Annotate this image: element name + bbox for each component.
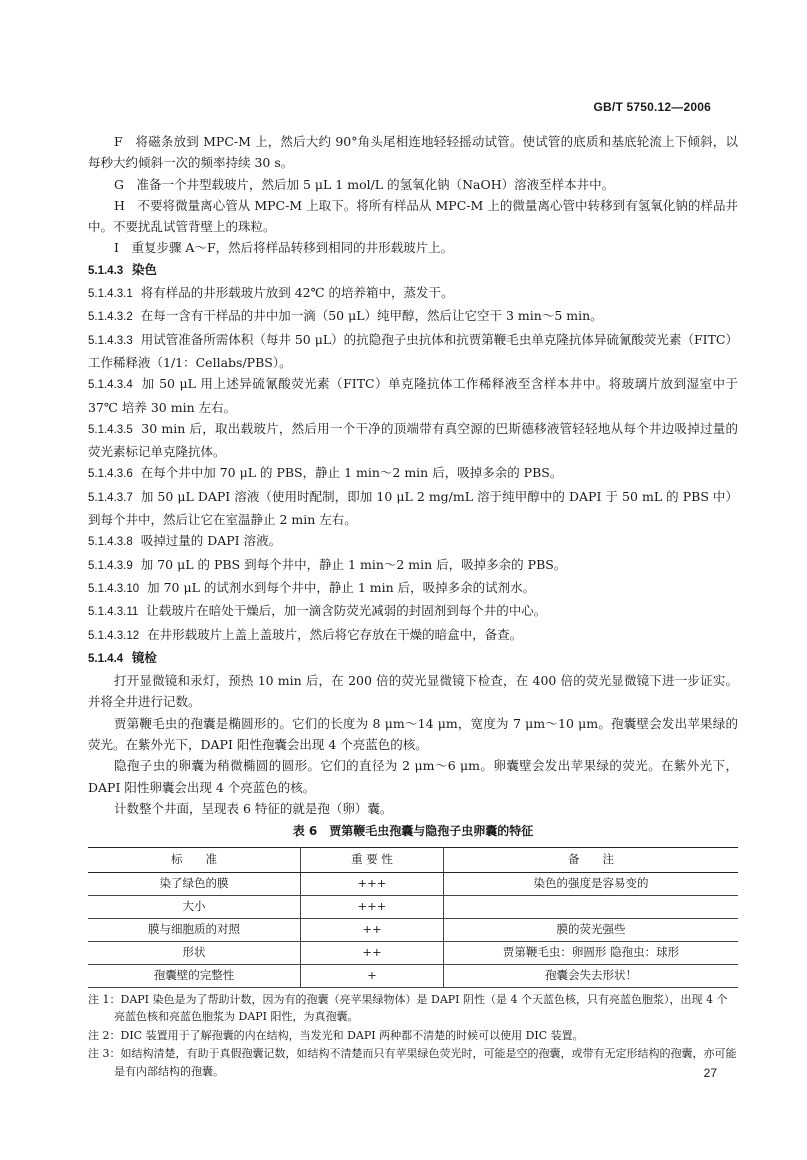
step-number: 5.1.4.3.5 [88, 423, 133, 436]
cell-remark: 孢囊会失去形状！ [444, 964, 739, 987]
cell-criterion: 染了绿色的膜 [88, 872, 301, 895]
step-text: 加 50 μL 用上述异硫氰酸荧光素（FITC）单克隆抗体工作稀释液至含样本井中。将玻璃片放到湿室中于 37℃ 培养 30 min 左右。 [88, 376, 738, 415]
step-number: 5.1.4.3.2 [88, 311, 133, 324]
step-item [88, 329, 738, 374]
table-note: 注 3：如结构清楚，有助于真假孢囊记数，如结构不清楚而只有苹果绿色荧光时，可能是空的孢囊，或带有无定形结构的孢囊，亦可能是有内部结构的孢囊。 [88, 1047, 737, 1078]
cell-remark: 膜的荧光强些 [444, 918, 739, 941]
paragraph-step-i: I 重复步骤 A～F，然后将样品转移到相同的井形载玻片上。 [114, 240, 454, 256]
step-number: 5.1.4.3.1 [88, 288, 133, 301]
step-text: 在井形载玻片上盖上盖玻片，然后将它存放在干燥的暗盒中，备查。 [147, 626, 523, 642]
cell-importance: ++ [301, 941, 444, 964]
step-text: 在每一含有干样品的井中加一滴（50 μL）纯甲醇，然后让它空干 3 min～5 min。 [140, 308, 603, 324]
section-title: 染色 [131, 261, 157, 277]
step-item [88, 373, 738, 418]
paragraph-cryptosporidium-description: 隐孢子虫的卵囊为稍微椭圆的圆形。它们的直径为 2 μm～6 μm。卵囊壁会发出苹果绿的荧光。在紫外光下，DAPI 阳性卵囊会出现 4 个亮蓝色的核。 [88, 758, 738, 795]
step-text: 加 70 μL 的 PBS 到每个井中，静止 1 min～2 min 后，吸掉多余的 PBS。 [140, 556, 567, 572]
step-text: 让载玻片在暗处干燥后，加一滴含防荧光减弱的封固剂到每个井的中心。 [146, 603, 547, 619]
column-header-criterion: 标 准 [88, 847, 301, 872]
paragraph-step-g: G 准备一个井型载玻片，然后加 5 μL 1 mol/L 的氢氧化钠（NaOH）溶液至样本井中。 [114, 176, 615, 192]
step-text: 用试管准备所需体积（每井 50 μL）的抗隐孢子虫抗体和抗贾第鞭毛虫单克隆抗体异硫氰酸荧光素（FITC）工作稀释液（1/1：Cellabs/PBS）。 [88, 331, 738, 370]
cell-remark: 染色的强度是容易变的 [444, 872, 739, 895]
characteristics-table [88, 847, 738, 988]
cell-criterion: 形状 [88, 941, 301, 964]
step-item [88, 624, 738, 647]
cell-remark [444, 895, 739, 918]
step-text: 将有样品的井形载玻片放到 42℃ 的培养箱中，蒸发干。 [140, 285, 454, 301]
step-text: 在每个井中加 70 μL 的 PBS，静止 1 min～2 min 后，吸掉多余的 PBS。 [140, 465, 563, 481]
standard-code: GB/T 5750.12—2006 [593, 100, 711, 114]
cell-remark: 贾第鞭毛虫：卵圆形 隐孢虫：球形 [444, 941, 739, 964]
section-heading-staining [88, 259, 738, 282]
cell-importance: +++ [301, 872, 444, 895]
step-text: 加 70 μL 的试剂水到每个井中，静止 1 min 后，吸掉多余的试剂水。 [147, 579, 536, 595]
table-notes [88, 991, 738, 1081]
cell-criterion: 孢囊壁的完整性 [88, 964, 301, 987]
step-number: 5.1.4.3.9 [88, 559, 133, 572]
document-body [88, 131, 738, 1081]
step-item [88, 530, 738, 553]
table-row [88, 895, 738, 918]
table-row [88, 872, 738, 895]
section-title: 镜检 [131, 649, 157, 665]
step-item [88, 600, 738, 623]
step-number: 5.1.4.3.10 [88, 582, 140, 595]
step-item [88, 418, 738, 463]
step-number: 5.1.4.3.8 [88, 536, 133, 549]
cell-importance: + [301, 964, 444, 987]
step-number: 5.1.4.3.12 [88, 629, 140, 642]
step-item [88, 486, 738, 531]
cell-criterion: 大小 [88, 895, 301, 918]
column-header-remark: 备 注 [444, 847, 739, 872]
paragraph-microscope-setup: 打开显微镜和汞灯，预热 10 min 后，在 200 倍的荧光显微镜下检查，在 400 倍的荧光显微镜下进一步证实。并将全井进行记数。 [88, 673, 738, 710]
step-number: 5.1.4.3.11 [88, 606, 139, 619]
step-number: 5.1.4.3.4 [88, 379, 133, 392]
step-item [88, 577, 738, 600]
page-number: 27 [703, 1066, 717, 1080]
step-number: 5.1.4.3.6 [88, 468, 133, 481]
paragraph-giardia-description: 贾第鞭毛虫的孢囊是椭圆形的。它们的长度为 8 μm～14 μm，宽度为 7 μm～10 μm。孢囊壁会发出苹果绿的荧光。在紫外光下，DAPI 阳性孢囊会出现 4 个亮蓝色的核。 [88, 715, 738, 753]
cell-importance: +++ [301, 895, 444, 918]
section-heading-microscopy [88, 647, 738, 670]
step-item [88, 462, 738, 485]
table-row [88, 941, 738, 964]
cell-criterion: 膜与细胞质的对照 [88, 918, 301, 941]
step-item [88, 282, 738, 305]
section-number: 5.1.4.3 [88, 264, 124, 277]
step-number: 5.1.4.3.3 [88, 334, 133, 347]
paragraph-step-h: H 不要将微量离心管从 MPC-M 上取下。将所有样品从 MPC-M 上的微量离心管中转移到有氢氧化钠的样品井中。不要扰乱试管背壁上的珠粒。 [88, 197, 738, 235]
section-number: 5.1.4.4 [88, 652, 124, 665]
step-item [88, 554, 738, 577]
step-number: 5.1.4.3.7 [88, 491, 133, 504]
table-note: 注 2：DIC 装置用于了解孢囊的内在结构，当发光和 DAPI 两种都不清楚的时候可以使用 DIC 装置。 [88, 1028, 584, 1042]
table-row [88, 964, 738, 987]
step-text: 30 min 后，取出载玻片，然后用一个干净的顶端带有真空源的巴斯德移液管轻轻地从每个井边吸掉过量的荧光素标记单克隆抗体。 [88, 420, 738, 460]
step-item [88, 305, 738, 328]
step-text: 加 50 μL DAPI 溶液（使用时配制，即加 10 μL 2 mg/mL 溶于纯甲醇中的 DAPI 于 50 mL 的 PBS 中）到每个井中，然后让它在室温静止 2 min 左右。 [88, 488, 738, 528]
cell-importance: ++ [301, 918, 444, 941]
table-note: 注 1：DAPI 染色是为了帮助计数，因为有的孢囊（亮苹果绿物体）是 DAPI 阴性（是 4 个天蓝色核，只有亮蓝色胞浆），出现 4 个亮蓝色核和亮蓝色胞浆为 DAPI 阳性，为真孢囊。 [88, 992, 728, 1023]
table-title: 表 6 贾第鞭毛虫孢囊与隐孢子虫卵囊的特征 [292, 824, 534, 839]
paragraph-step-f: F 将磁条放到 MPC-M 上，然后大约 90°角头尾相连地轻轻摇动试管。使试管的底质和基底轮流上下倾斜，以每秒大约倾斜一次的频率持续 30 s。 [88, 134, 738, 171]
step-text: 吸掉过量的 DAPI 溶液。 [140, 533, 282, 549]
table-header-row [88, 847, 738, 872]
column-header-importance: 重 要 性 [301, 847, 444, 872]
table-row [88, 918, 738, 941]
paragraph-counting: 计数整个井面，呈现表 6 特征的就是孢（卵）囊。 [114, 800, 393, 816]
